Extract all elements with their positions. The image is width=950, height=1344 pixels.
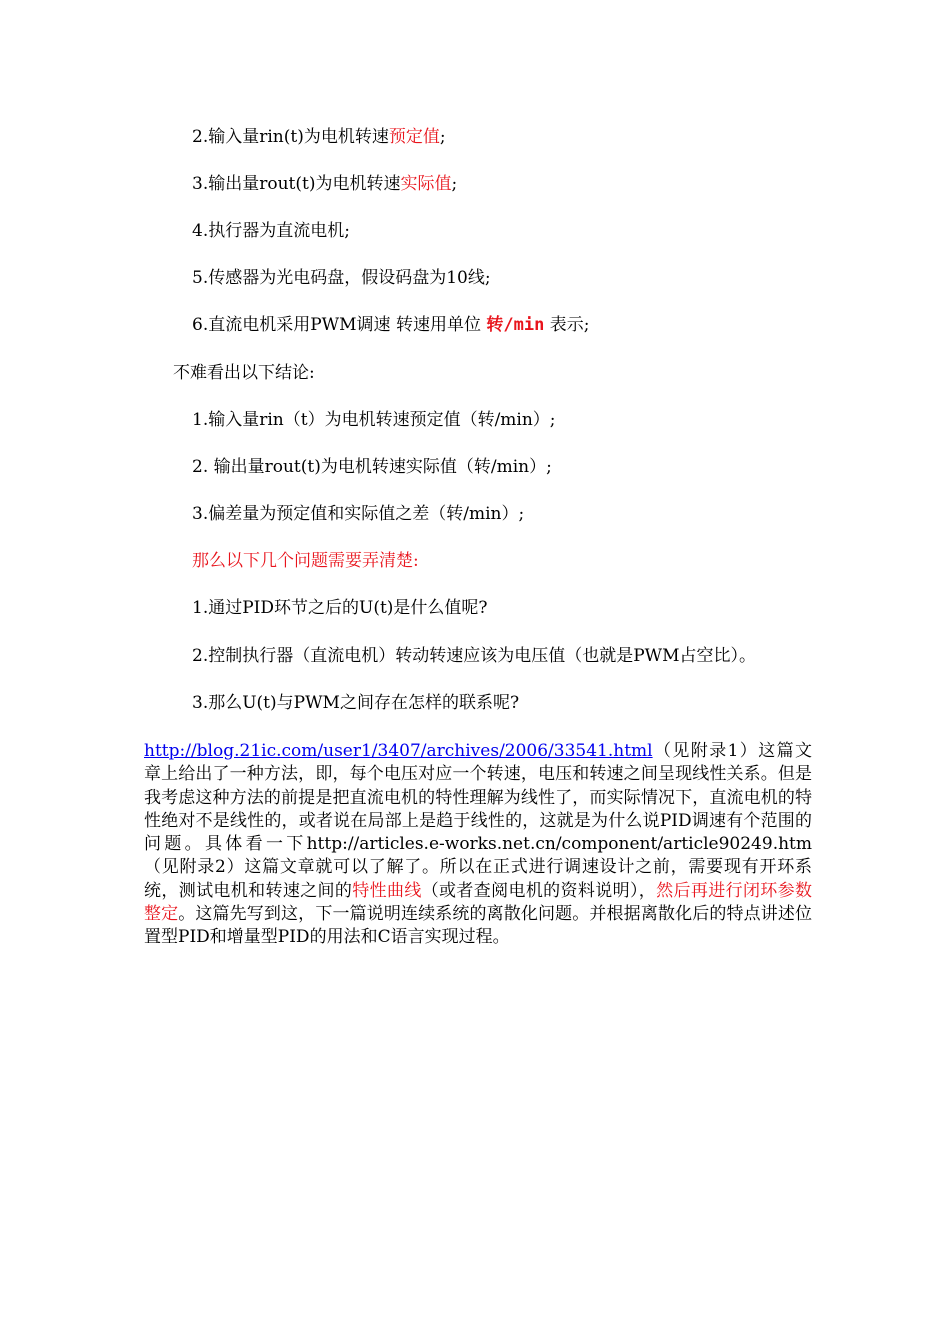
list-item: 4.执行器为直流电机; — [192, 221, 350, 241]
list-item: 1.通过PID环节之后的U(t)是什么值呢? — [192, 598, 488, 618]
list-item: 2. 输出量rout(t)为电机转速实际值（转/min）; — [192, 457, 552, 477]
list-item: 6.直流电机采用PWM调速 转速用单位 转/min 表示; — [192, 315, 590, 335]
list-item: 2.控制执行器（直流电机）转动转速应该为电压值（也就是PWM占空比）。 — [192, 646, 757, 666]
list-item: 5.传感器为光电码盘，假设码盘为10线; — [192, 268, 491, 288]
list-item: 3.那么U(t)与PWM之间存在怎样的联系呢? — [192, 693, 520, 713]
highlight-text: 然后再进行闭环参数整定 — [144, 880, 813, 925]
list-item: 3.偏差量为预定值和实际值之差（转/min）; — [192, 504, 525, 524]
unit-highlight: 转/min — [486, 315, 545, 335]
highlight-text: 特性曲线 — [352, 880, 422, 901]
list-item: 1.输入量rin（t）为电机转速预定值（转/min）; — [192, 410, 556, 430]
blog-link[interactable]: http://blog.21ic.com/user1/3407/archives/2006/33541.html — [144, 741, 653, 761]
highlight-text: 实际值 — [400, 174, 452, 194]
list-item: 3.输出量rout(t)为电机转速实际值; — [192, 174, 458, 194]
body-paragraph: http://blog.21ic.com/user1/3407/archives/2006/33541.html（见附录1）这篇文章上给出了一种方法，即，每个电压对应一个转速，电压和转速之间呈现线性关系。但是我考虑这种方法的前提是把直流电机的特性理解为线性了，而实际情况下，直流电机的特性绝对不是线性的，或者说在局部上是趋于线性的，这就是为什么说PID调速有个范围的问题。具体看一下http://articles.e-works.net.cn/component/article90249.htm（见附录2）这篇文章就可以了解了。所以在正式进行调速设计之前，需要现有开环系统，测试电机和转速之间的特性曲线（或者查阅电机的资料说明），然后再进行闭环参数整定。这篇先写到这，下一篇说明连续系统的离散化问题。并根据离散化后的特点讲述位置型PID和增量型PID的用法和C语言实现过程。 — [144, 741, 813, 948]
highlight-text: 预定值 — [388, 127, 440, 147]
list-item: 2.输入量rin(t)为电机转速预定值; — [192, 127, 446, 147]
question-heading: 那么以下几个问题需要弄清楚: — [192, 551, 419, 571]
conclusion-heading: 不难看出以下结论: — [173, 363, 315, 383]
